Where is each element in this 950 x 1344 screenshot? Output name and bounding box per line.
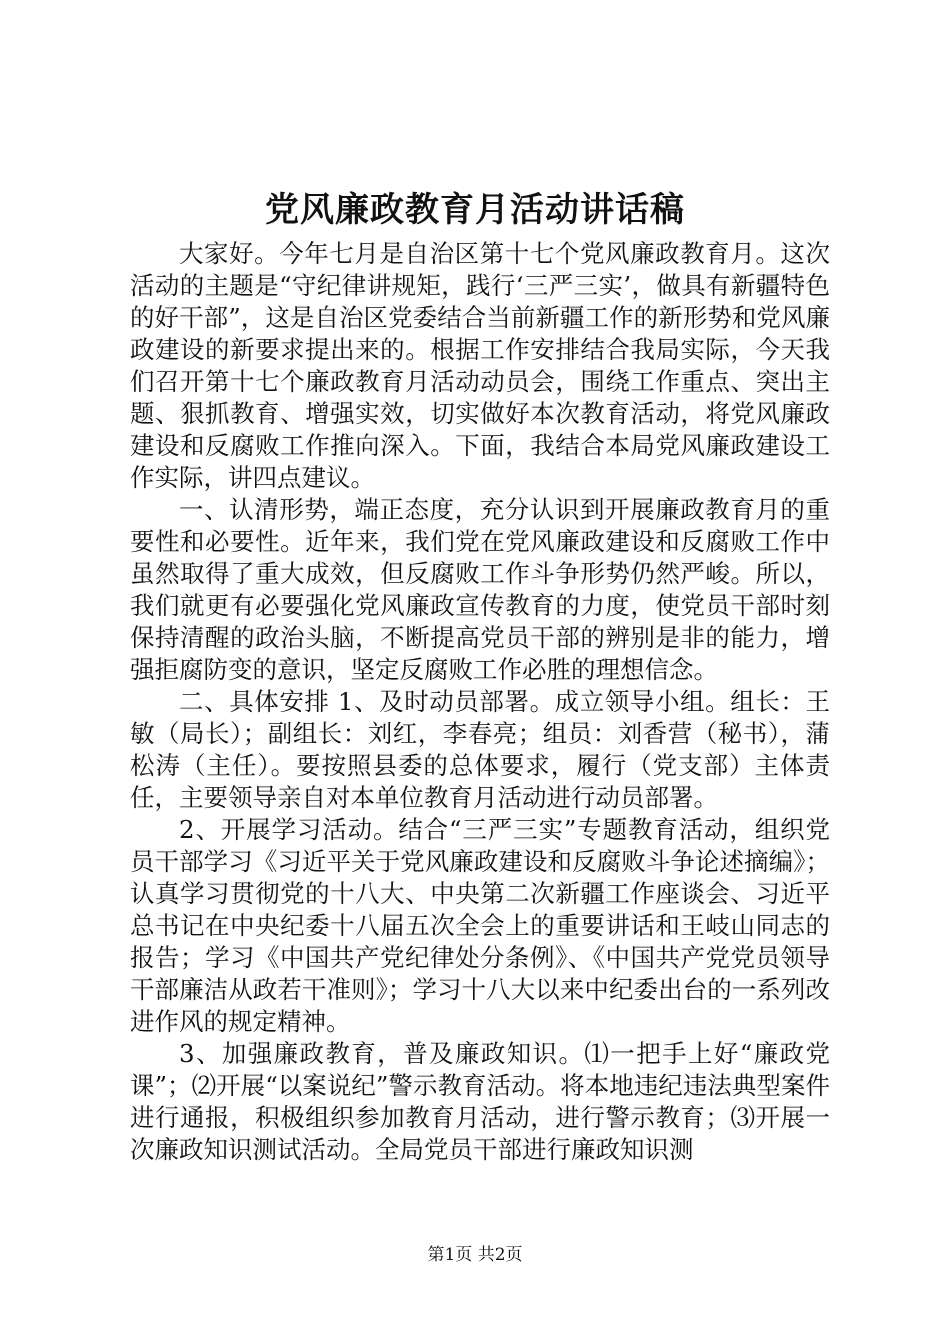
document-title: 党风廉政教育月活动讲话稿 — [265, 190, 685, 230]
paragraph-intro: 大家好。今年七月是自治区第十七个党风廉政教育月。这次活动的主题是“守纪律讲规矩，践行‘三严三实’，做具有新疆特色的好干部”，这是自治区党委结合当前新疆工作的新形势和党风廉政建设的新要求提出来的。根据工作安排结合我局实际，今天我们召开第十七个廉政教育月活动动员会，围绕工作重点、突出主题、狠抓教育、增强实效，切实做好本次教育活动，将党风廉政建设和反腐败工作推向深入。下面，我结合本局党风廉政建设工作实际，讲四点建议。 — [130, 239, 830, 492]
paragraph-study-activities: 2、开展学习活动。结合“三严三实”专题教育活动，组织党员干部学习《习近平关于党风廉政建设和反腐败斗争论述摘编》；认真学习贯彻党的十八大、中央第二次新疆工作座谈会、习近平总书记在中央纪委十八届五次全会上的重要讲话和王岐山同志的报告；学习《中国共产党纪律处分条例》、《中国共产党党员领导干部廉洁从政若干准则》；学习十八大以来中纪委出台的一系列改进作风的规定精神。 — [130, 815, 830, 1036]
document-body — [130, 238, 830, 1166]
paragraph-integrity-education: 3、加强廉政教育，普及廉政知识。⑴一把手上好“廉政党课”；⑵开展“以案说纪”警示教育活动。将本地违纪违法典型案件进行通报，积极组织参加教育月活动，进行警示教育；⑶开展一次廉政知识测试活动。全局党员干部进行廉政知识测 — [130, 1039, 830, 1164]
page-footer: 第1页 共2页 — [427, 1245, 523, 1265]
paragraph-point-one: 一、认清形势，端正态度，充分认识到开展廉政教育月的重要性和必要性。近年来，我们党在党风廉政建设和反腐败工作中虽然取得了重大成效，但反腐败工作斗争形势仍然严峻。所以，我们就更有必要强化党风廉政宣传教育的力度，使党员干部时刻保持清醒的政治头脑，不断提高党员干部的辨别是非的能力，增强拒腐防变的意识，坚定反腐败工作必胜的理想信念。 — [130, 495, 830, 684]
paragraph-point-two: 二、具体安排 1、及时动员部署。成立领导小组。组长：王敏（局长）；副组长：刘红，李春亮；组员：刘香营（秘书），蒲松涛（主任）。要按照县委的总体要求，履行（党支部）主体责任，主要领导亲自对本单位教育月活动进行动员部署。 — [130, 687, 830, 812]
